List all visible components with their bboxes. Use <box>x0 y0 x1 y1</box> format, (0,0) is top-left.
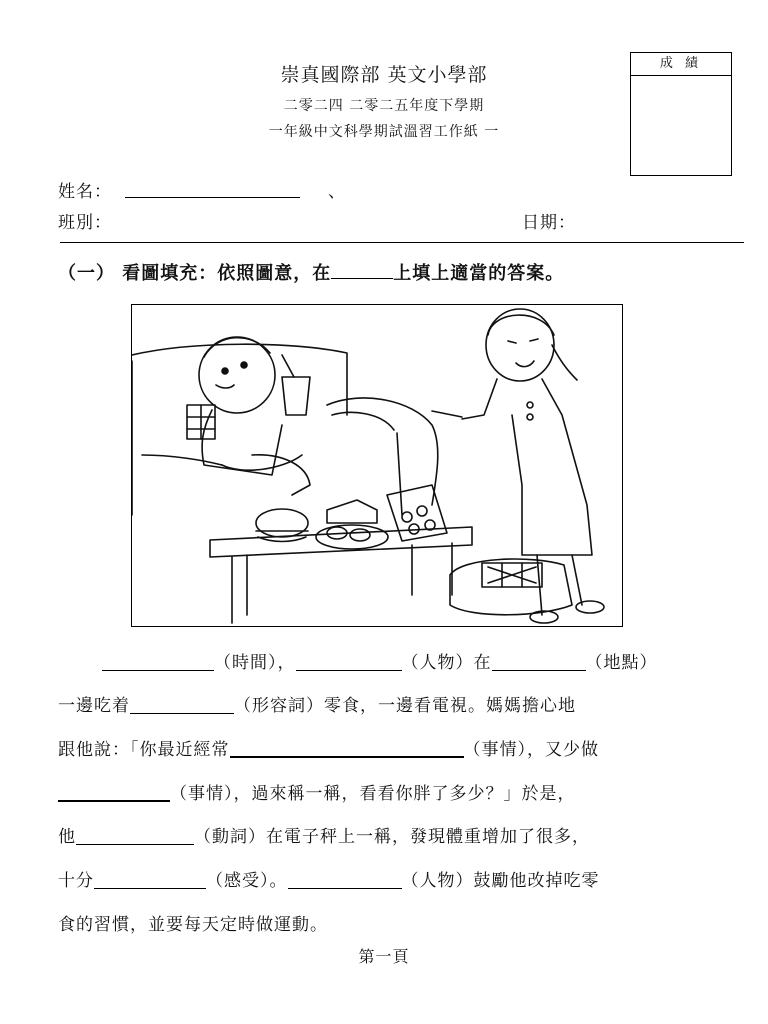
text-habit: 食的習慣，並要每天定時做運動。 <box>58 915 328 935</box>
text-he: 他 <box>58 827 76 847</box>
score-box <box>630 52 732 176</box>
worksheet-title: 一年級中文科學期試溫習工作紙 一 <box>268 124 500 140</box>
blank-place[interactable] <box>492 652 586 671</box>
hint-encourage: （人物）鼓勵他改掉吃零 <box>401 871 600 891</box>
scene-illustration <box>131 304 623 627</box>
scene-drawing <box>132 305 622 626</box>
question-title-before: （一） 看圖填充：依照圖意，在 <box>58 263 332 284</box>
question-title-blank <box>331 264 393 279</box>
passage-line-2 <box>58 691 718 716</box>
hint-place: （地點） <box>585 653 658 673</box>
hint-activity: （事情），又少做 <box>463 740 599 760</box>
page-number: 第一頁 <box>358 947 410 966</box>
name-label: 姓名： <box>58 182 112 202</box>
date-label: 日期： <box>522 213 576 233</box>
question-title <box>58 259 564 285</box>
blank-person-2[interactable] <box>288 870 402 889</box>
punctuation-mark: 、 <box>328 182 346 202</box>
class-label: 班別： <box>58 213 112 233</box>
text-eating: 一邊吃着 <box>58 696 130 716</box>
hint-verb: （動詞）在電子秤上一稱，發現體重增加了很多， <box>194 827 590 847</box>
school-name: 崇真國際部 英文小學部 <box>280 64 488 86</box>
score-label: 成 績 <box>631 53 731 76</box>
hint-adjective: （形容詞）零食，一邊看電視。媽媽擔心地 <box>234 696 576 716</box>
term-title: 二零二四 二零二五年度下學期 <box>283 98 485 114</box>
hint-feeling: （感受）。 <box>206 871 288 891</box>
blank-adjective[interactable] <box>130 695 234 714</box>
hint-weigh: （事情），過來稱一稱，看看你胖了多少？」於是， <box>170 784 576 804</box>
passage-line-4 <box>58 779 718 804</box>
blank-person[interactable] <box>296 652 402 671</box>
passage-line-7 <box>58 910 718 935</box>
text-mother-says: 跟他說：「你最近經常 <box>58 740 230 760</box>
passage-line-1 <box>58 648 718 673</box>
hint-time: （時間）， <box>214 653 296 673</box>
header-divider <box>60 242 744 243</box>
blank-feeling[interactable] <box>94 870 206 889</box>
passage-line-3 <box>58 735 718 760</box>
hint-person: （人物）在 <box>401 653 492 673</box>
text-very: 十分 <box>58 871 94 891</box>
passage-line-6 <box>58 866 718 891</box>
name-line[interactable] <box>125 197 300 198</box>
question-title-after: 上填上適當的答案。 <box>393 263 565 284</box>
blank-time[interactable] <box>102 652 214 671</box>
passage-line-5 <box>58 822 718 847</box>
blank-activity-often[interactable] <box>230 738 464 758</box>
blank-activity-less[interactable] <box>58 782 170 802</box>
blank-verb[interactable] <box>76 826 194 845</box>
